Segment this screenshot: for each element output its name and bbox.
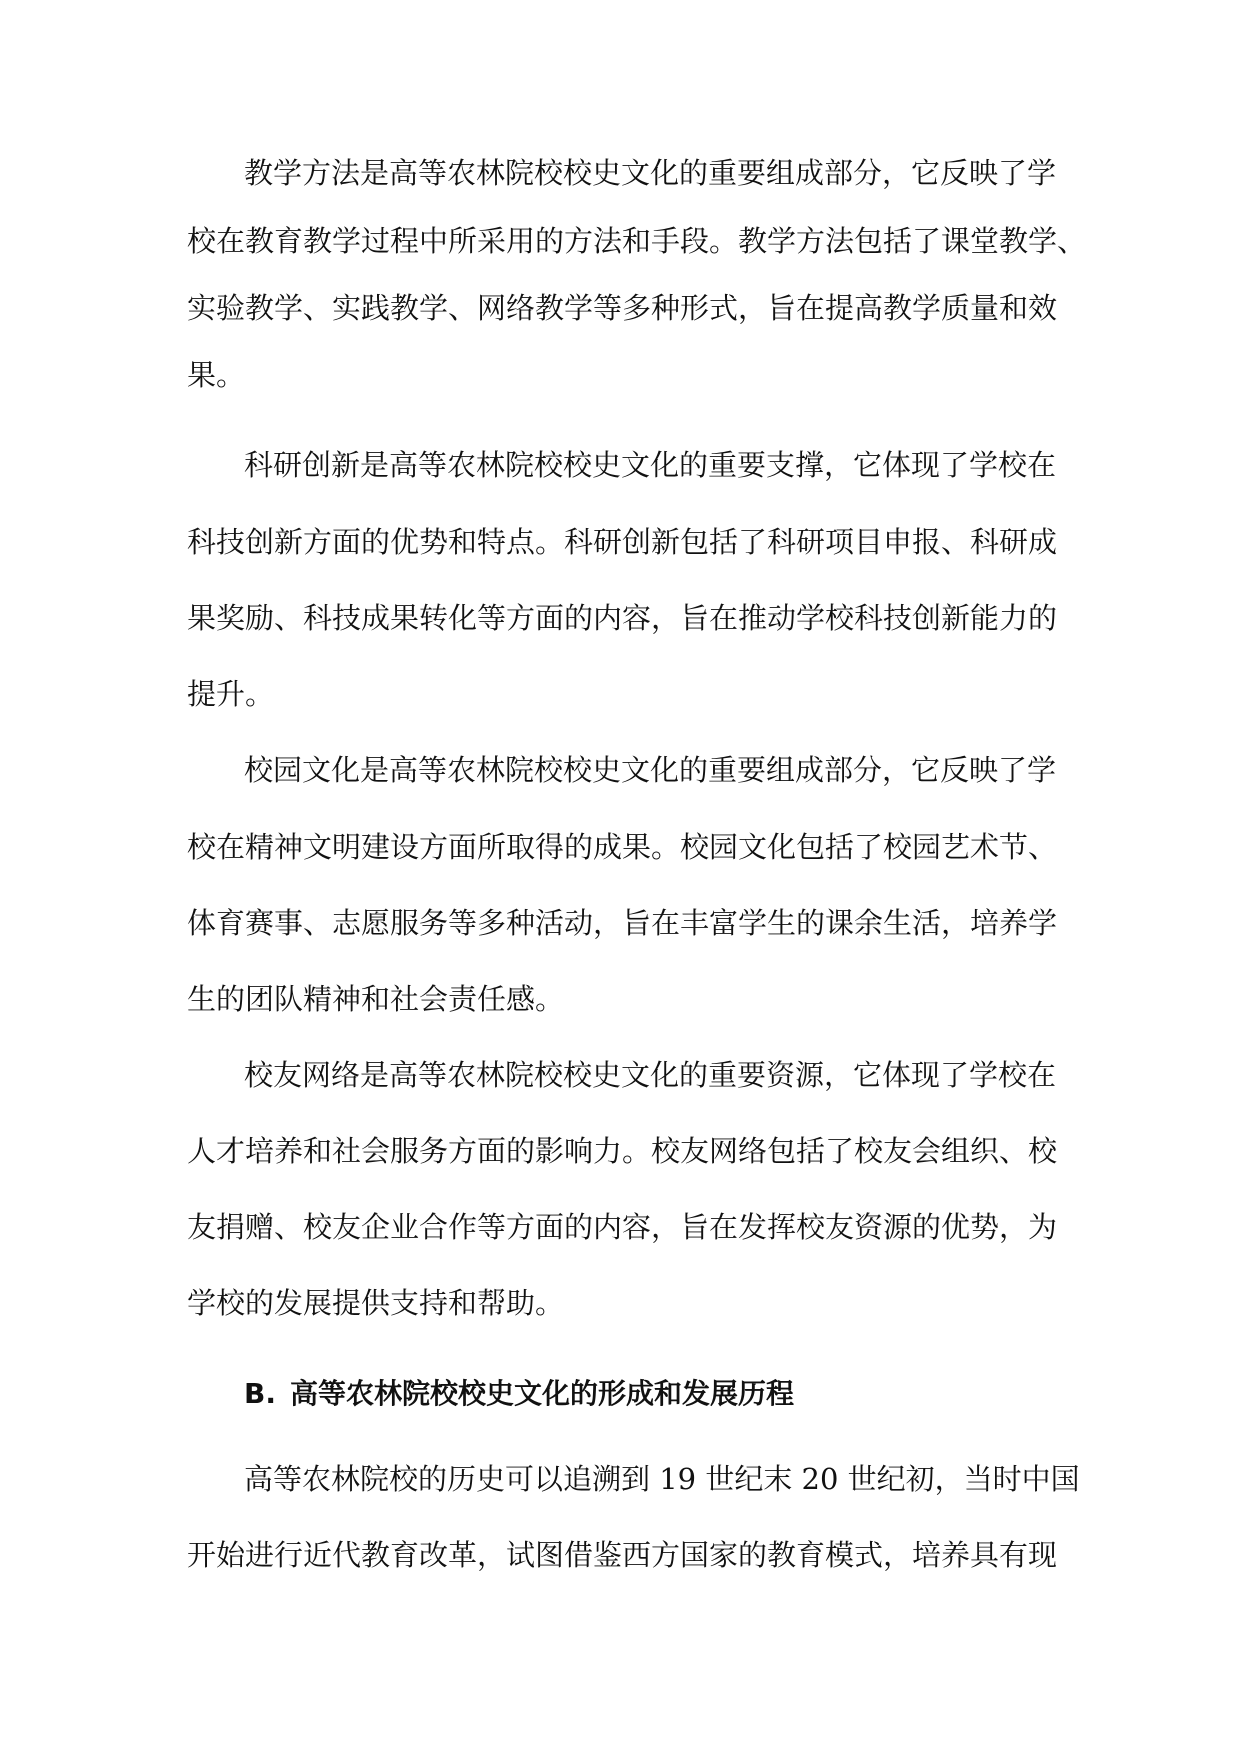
paragraph-alumni-line-2: 人才培养和社会服务方面的影响力。校友网络包括了校友会组织、校 [187, 1134, 1058, 1168]
section-heading-title: 高等农林院校校史文化的形成和发展历程 [290, 1377, 795, 1410]
section-heading [0, 1369, 1241, 1419]
paragraph-campus-line-1: 校园文化是高等农林院校校史文化的重要组成部分，它反映了学 [244, 753, 1057, 787]
paragraph-alumni-line-4: 学校的发展提供支持和帮助。 [187, 1286, 565, 1320]
paragraph-research-line-4: 提升。 [187, 677, 275, 711]
paragraph-teaching-line-3: 实验教学、实践教学、网络教学等多种形式，旨在提高教学质量和效 [187, 291, 1058, 325]
paragraph-campus-line-4: 生的团队精神和社会责任感。 [187, 982, 565, 1016]
paragraph-teaching-line-2: 校在教育教学过程中所采用的方法和手段。教学方法包括了课堂教学、 [187, 224, 1087, 258]
paragraph-research-line-2: 科技创新方面的优势和特点。科研创新包括了科研项目申报、科研成 [187, 525, 1058, 559]
paragraph-alumni-line-1: 校友网络是高等农林院校校史文化的重要资源，它体现了学校在 [244, 1058, 1057, 1092]
paragraph-research-line-3: 果奖励、科技成果转化等方面的内容，旨在推动学校科技创新能力的 [187, 601, 1058, 635]
paragraph-history-line-2: 开始进行近代教育改革，试图借鉴西方国家的教育模式，培养具有现 [187, 1538, 1058, 1572]
paragraph-campus-line-2: 校在精神文明建设方面所取得的成果。校园文化包括了校园艺术节、 [187, 830, 1058, 864]
paragraph-teaching-line-4: 果。 [187, 358, 246, 392]
paragraph-research-line-1: 科研创新是高等农林院校校史文化的重要支撑，它体现了学校在 [244, 448, 1057, 482]
paragraph-teaching-line-1: 教学方法是高等农林院校校史文化的重要组成部分，它反映了学 [244, 156, 1057, 190]
paragraph-alumni-line-3: 友捐赠、校友企业合作等方面的内容，旨在发挥校友资源的优势，为 [187, 1210, 1058, 1244]
paragraph-history-line-1: 高等农林院校的历史可以追溯到 19 世纪末 20 世纪初，当时中国 [244, 1462, 1080, 1496]
paragraph-campus-line-3: 体育赛事、志愿服务等多种活动，旨在丰富学生的课余生活，培养学 [187, 906, 1058, 940]
section-heading-marker: B. [244, 1377, 276, 1410]
